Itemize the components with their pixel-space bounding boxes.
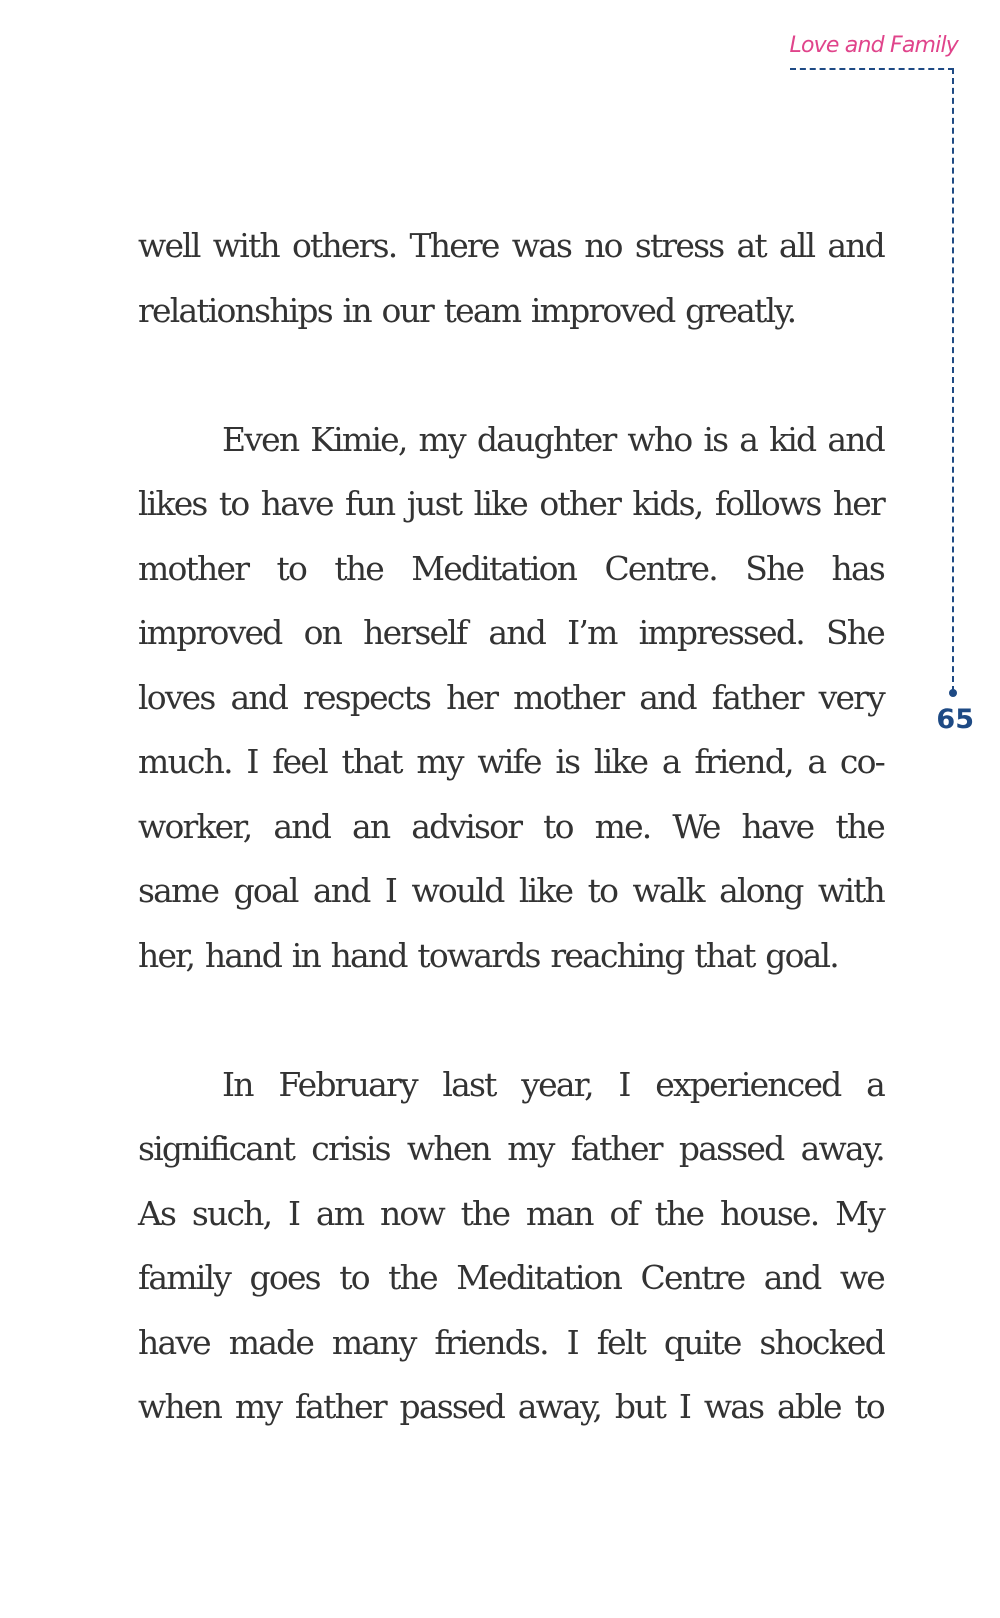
rule-end-dot: [949, 689, 957, 697]
running-head-title: Love and Family: [789, 33, 958, 58]
page-number: 65: [936, 704, 974, 735]
paragraph: In February last year, I experienced a significant crisis when my father passed away. As such, I am now the man of the house. My family goes to the Meditation Centre and we have made many friends. I felt quite shocked when my father passed away, but I was able to: [138, 1064, 884, 1426]
paragraph: Even Kimie, my daughter who is a kid and likes to have fun just like other kids, follows her mother to the Meditation Centre. She has improved on herself and I’m impressed. She loves and respects her mother and father very much. I feel that my wife is like a friend, a co-worker, and an advisor to me. We have the same goal and I would like to walk along with her, hand in hand towards reaching that goal.: [138, 419, 884, 975]
paragraph: well with others. There was no stress at all and relationships in our team improved greatly.: [138, 226, 884, 330]
header-dotted-rule: [790, 68, 954, 70]
margin-dotted-rule: [952, 68, 954, 692]
body-text: [138, 214, 884, 1440]
